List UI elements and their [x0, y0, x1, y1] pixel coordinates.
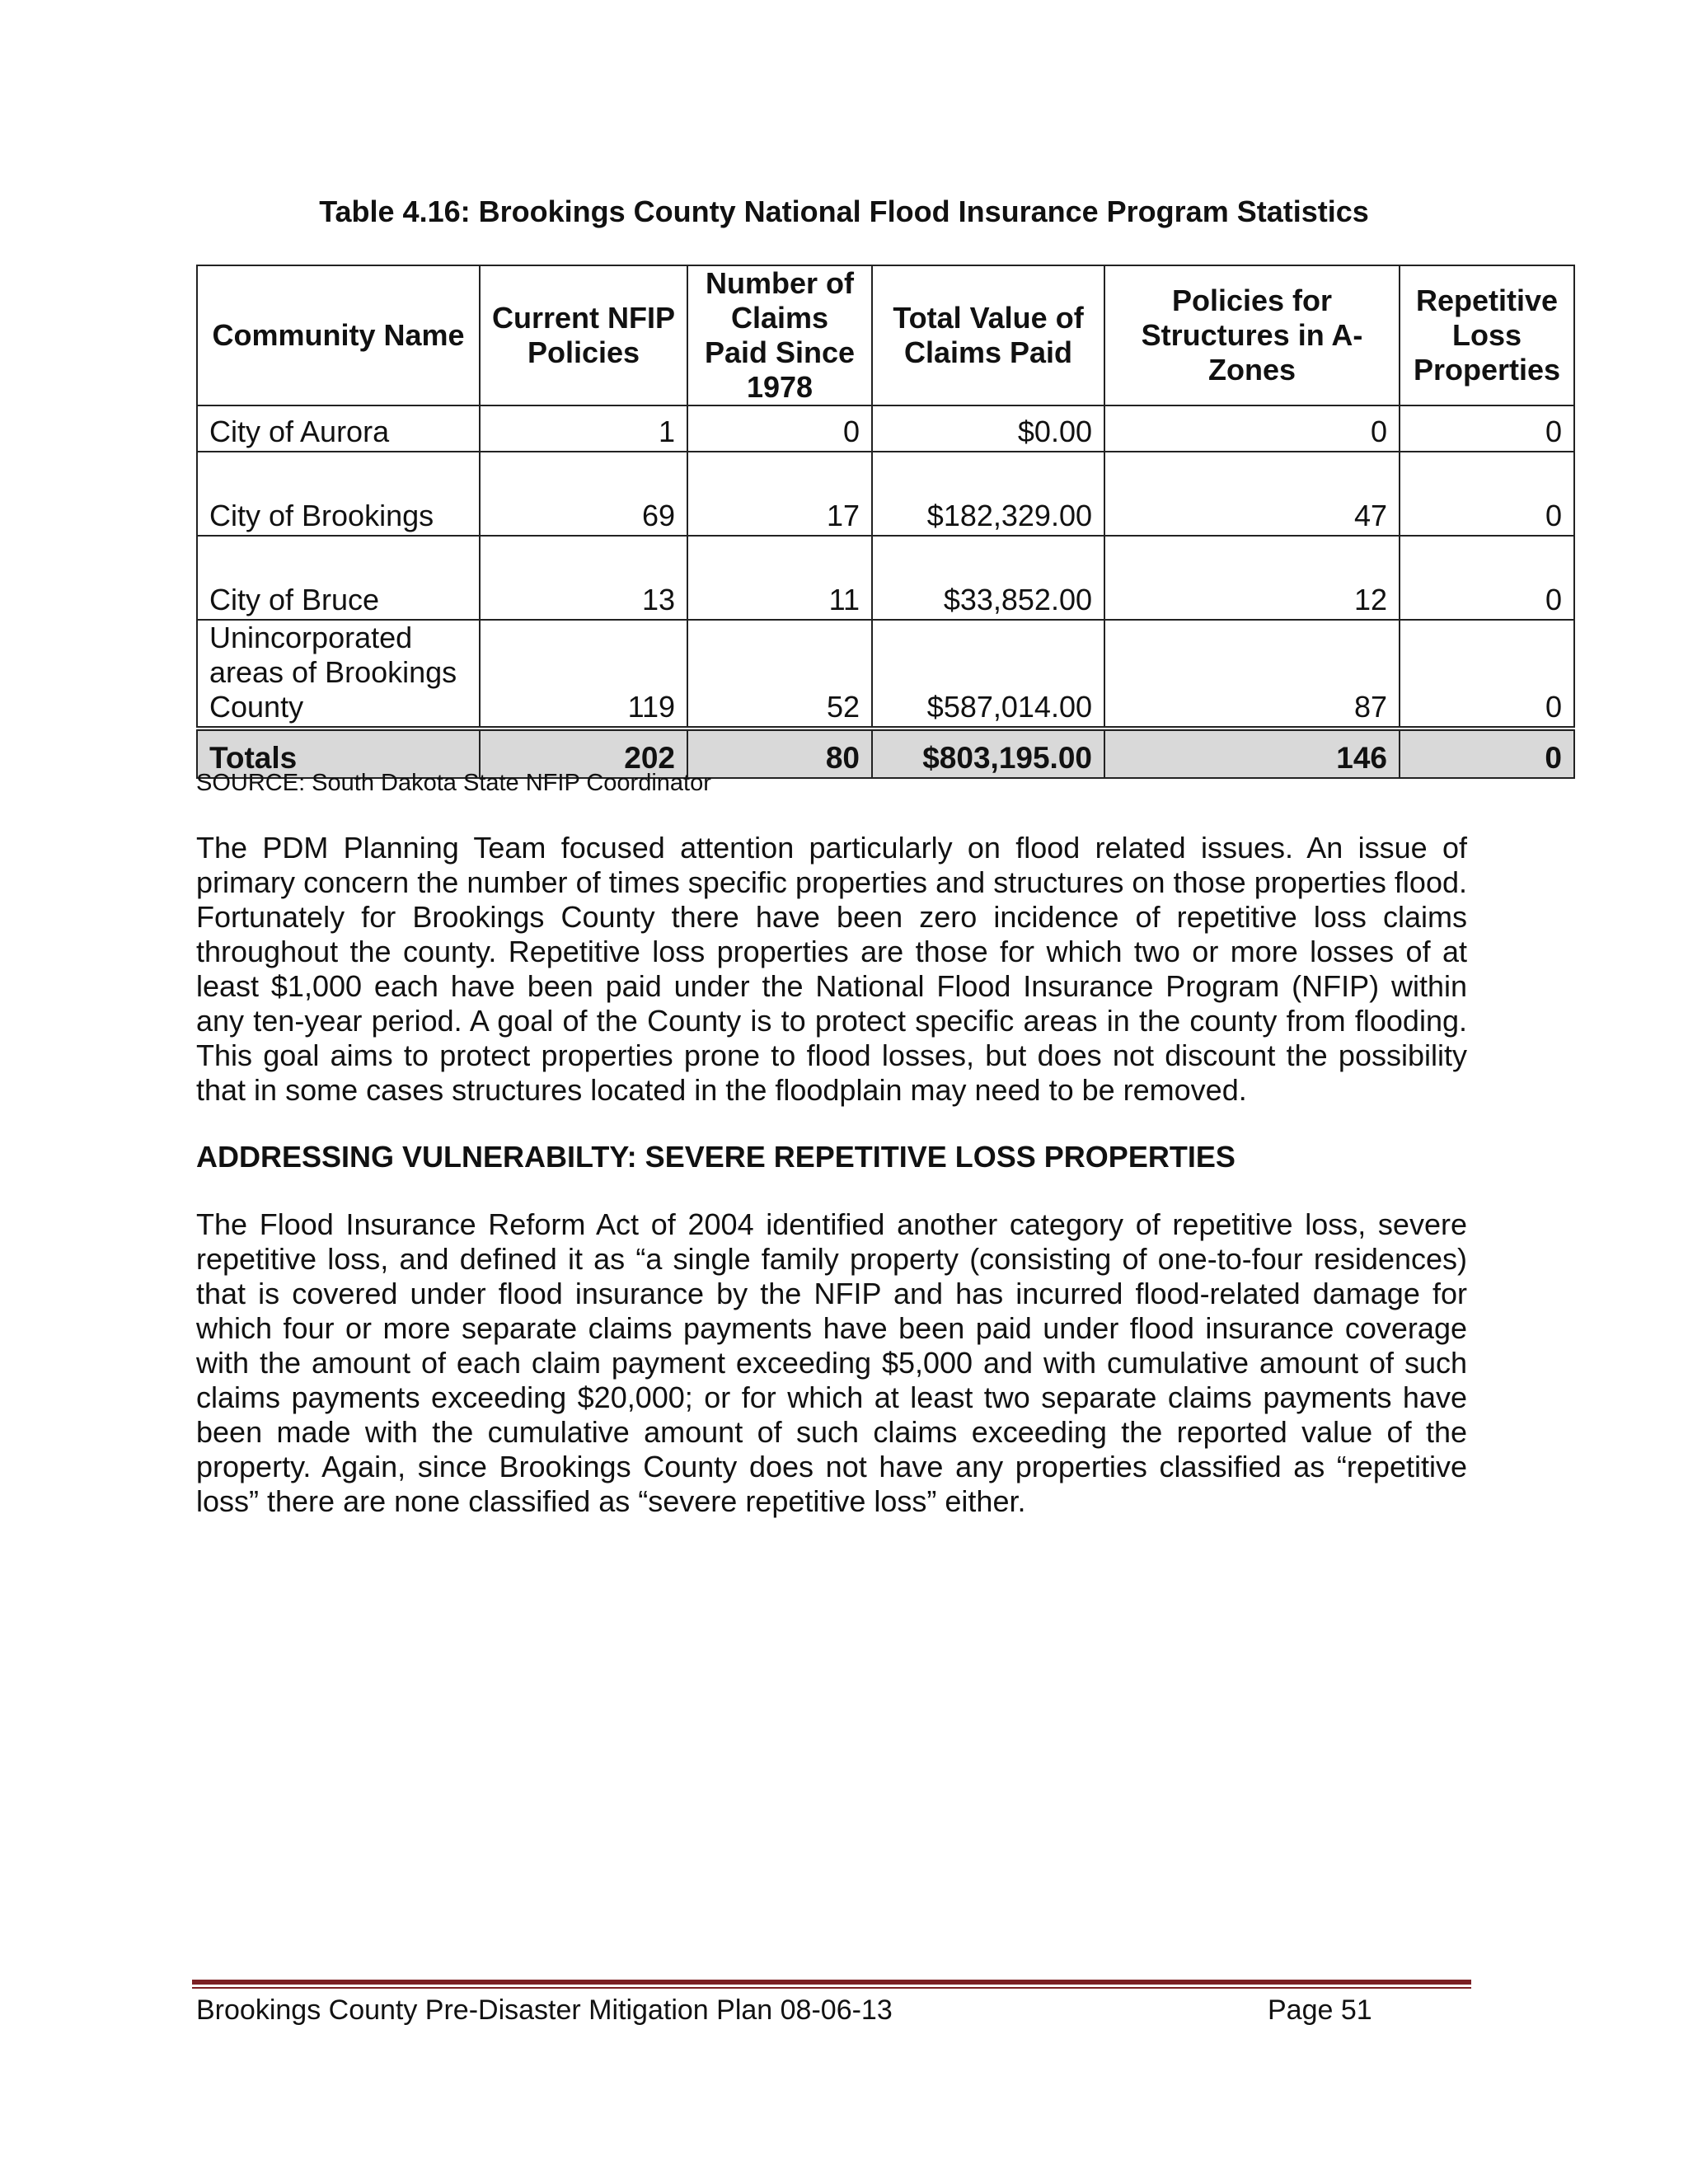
table-row	[197, 405, 1574, 452]
totals-policies: 202	[480, 729, 687, 778]
table-row	[197, 536, 1574, 620]
table-source-note: SOURCE: South Dakota State NFIP Coordinator	[196, 770, 711, 796]
cell-value: $587,014.00	[872, 620, 1104, 729]
cell-policies: 1	[480, 405, 687, 452]
header-policies-a-zones: Policies for Structures in A-Zones	[1104, 265, 1400, 405]
cell-a-zones: 87	[1104, 620, 1400, 729]
totals-claims: 80	[687, 729, 872, 778]
cell-community: City of Aurora	[197, 405, 480, 452]
totals-a-zones: 146	[1104, 729, 1400, 778]
cell-a-zones: 12	[1104, 536, 1400, 620]
cell-claims: 52	[687, 620, 872, 729]
footer-rule	[192, 1980, 1471, 1985]
header-current-nfip-policies: Current NFIP Policies	[480, 265, 687, 405]
cell-repetitive: 0	[1400, 405, 1574, 452]
cell-community: Unincorporated areas of Brookings County	[197, 620, 480, 729]
cell-policies: 13	[480, 536, 687, 620]
cell-value: $0.00	[872, 405, 1104, 452]
table-row	[197, 452, 1574, 536]
section-heading: ADDRESSING VULNERABILTY: SEVERE REPETITIVE LOSS PROPERTIES	[196, 1140, 1236, 1174]
totals-label: Totals	[197, 729, 480, 778]
totals-value: $803,195.00	[872, 729, 1104, 778]
table-row	[197, 620, 1574, 729]
footer-rule-thin	[192, 1987, 1471, 1989]
header-repetitive-loss: Repetitive Loss Properties	[1400, 265, 1574, 405]
cell-value: $33,852.00	[872, 536, 1104, 620]
nfip-statistics-table	[196, 265, 1575, 779]
cell-repetitive: 0	[1400, 536, 1574, 620]
footer-document-title: Brookings County Pre-Disaster Mitigation Plan 08-06-13	[196, 1994, 893, 2026]
cell-policies: 119	[480, 620, 687, 729]
table-title: Table 4.16: Brookings County National Flood Insurance Program Statistics	[319, 194, 1369, 228]
cell-community: City of Brookings	[197, 452, 480, 536]
cell-claims: 17	[687, 452, 872, 536]
cell-community: City of Bruce	[197, 536, 480, 620]
header-total-value-claims: Total Value of Claims Paid	[872, 265, 1104, 405]
cell-claims: 0	[687, 405, 872, 452]
table-header-row	[197, 265, 1574, 405]
cell-repetitive: 0	[1400, 452, 1574, 536]
footer-page-number: Page 51	[1268, 1994, 1372, 2026]
body-paragraph-1: The PDM Planning Team focused attention particularly on flood related issues. An issue of primary concern the number of times specific properties and structures on those properties flood. Fortunately for Brookings County there have been zero incidence of repetitive loss claims throughout the county. Repetitive loss properties are those for which two or more losses of at least $1,000 each have been paid under the National Flood Insurance Program (NFIP) within any ten-year period. A goal of the County is to protect specific areas in the county from flooding. This goal aims to protect properties prone to flood losses, but does not discount the possibility that in some cases structures located in the floodplain may need to be removed.	[196, 831, 1467, 1107]
header-community-name: Community Name	[197, 265, 480, 405]
totals-repetitive: 0	[1400, 729, 1574, 778]
cell-policies: 69	[480, 452, 687, 536]
cell-value: $182,329.00	[872, 452, 1104, 536]
body-paragraph-2: The Flood Insurance Reform Act of 2004 identified another category of repetitive loss, severe repetitive loss, and defined it as “a single family property (consisting of one-to-four residences) that is covered under flood insurance by the NFIP and has incurred flood-related damage for which four or more separate claims payments have been paid under flood insurance coverage with the amount of each claim payment exceeding $5,000 and with cumulative amount of such claims payments exceeding $20,000; or for which at least two separate claims payments have been made with the cumulative amount of such claims exceeding the reported value of the property. Again, since Brookings County does not have any properties classified as “repetitive loss” there are none classified as “severe repetitive loss” either.	[196, 1207, 1467, 1518]
cell-a-zones: 0	[1104, 405, 1400, 452]
cell-a-zones: 47	[1104, 452, 1400, 536]
cell-repetitive: 0	[1400, 620, 1574, 729]
cell-claims: 11	[687, 536, 872, 620]
header-claims-paid-since-1978: Number of Claims Paid Since 1978	[687, 265, 872, 405]
